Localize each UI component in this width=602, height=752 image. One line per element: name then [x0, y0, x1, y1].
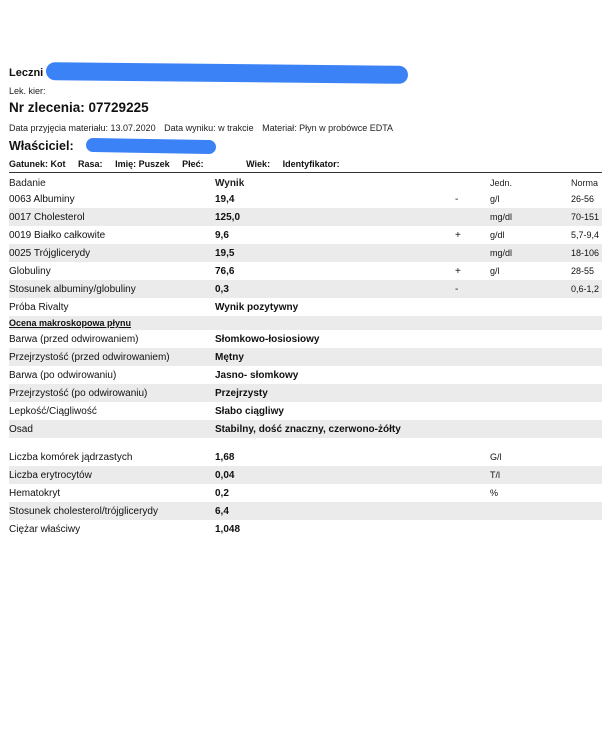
row-name: Barwa (po odwirowaniu) [9, 369, 117, 381]
row-value: 0,04 [215, 466, 455, 484]
clinic-label: Leczni [9, 67, 44, 79]
row-name: Globuliny [9, 265, 51, 277]
table-row [9, 190, 602, 208]
lek-kier-label: Lek. kier: [9, 86, 46, 96]
row-value: 6,4 [215, 502, 455, 520]
table-row [9, 208, 602, 226]
table-row [9, 484, 602, 502]
result-date: Data wyniku: w trakcie [164, 123, 254, 133]
row-name: 0063 Albuminy [9, 193, 75, 205]
animal-sex: Płeć: [182, 159, 204, 169]
table-row [9, 262, 602, 280]
row-unit [490, 502, 571, 520]
section-title-macro: Ocena makroskopowa płynu [9, 316, 602, 330]
row-name: Osad [9, 420, 215, 438]
row-value: 19,4 [215, 193, 235, 205]
row-name: Ciężar właściwy [9, 523, 81, 535]
column-header-norma: Norma [571, 178, 599, 188]
row-norm: 28-55 [571, 266, 595, 276]
row-flag: - [455, 193, 459, 205]
table-row [9, 402, 602, 420]
row-norm: 18-106 [571, 244, 602, 262]
table-row [9, 420, 602, 438]
row-name: Hematokryt [9, 487, 61, 499]
row-name: 0017 Cholesterol [9, 208, 215, 226]
row-flag: + [455, 229, 461, 241]
material-type: Materiał: Płyn w probówce EDTA [262, 123, 394, 133]
column-header-jedn: Jedn. [490, 178, 513, 188]
order-number-title: Nr zlecenia: 07729225 [9, 100, 149, 115]
row-flag [455, 208, 490, 226]
animal-age: Wiek: [246, 159, 271, 169]
results-table [9, 176, 602, 538]
column-header-wynik: Wynik [215, 177, 245, 189]
table-row [9, 384, 602, 402]
row-value: Słabo ciągliwy [215, 405, 284, 417]
row-name: Liczba komórek jądrzastych [9, 451, 133, 463]
column-header-flag [455, 176, 490, 190]
row-value: Wynik pozytywny [215, 301, 299, 313]
row-name: Stosunek albuminy/globuliny [9, 280, 215, 298]
row-name: Przejrzystość (po odwirowaniu) [9, 384, 215, 402]
row-flag: + [455, 265, 461, 277]
row-value: Mętny [215, 348, 455, 366]
row-unit: g/l [490, 194, 500, 204]
row-unit [490, 280, 571, 298]
row-norm: 26-56 [571, 194, 595, 204]
table-row [9, 330, 602, 348]
row-name: Liczba erytrocytów [9, 466, 215, 484]
row-unit: G/l [490, 452, 502, 462]
row-name: Próba Rivalty [9, 301, 69, 313]
row-unit: T/l [490, 466, 571, 484]
material-meta [9, 123, 399, 133]
table-row [9, 280, 602, 298]
row-unit: % [490, 488, 499, 498]
animal-name: Imię: Puszek [115, 159, 170, 169]
row-name: 0025 Trójglicerydy [9, 244, 215, 262]
table-row [9, 466, 602, 484]
animal-breed: Rasa: [78, 159, 103, 169]
row-value: 1,68 [215, 451, 235, 463]
row-name: Barwa (przed odwirowaniem) [9, 333, 139, 345]
redaction-scribble-owner [86, 138, 216, 154]
row-value: 9,6 [215, 229, 229, 241]
table-row [9, 366, 602, 384]
animal-id: Identyfikator: [282, 159, 340, 169]
row-name: Stosunek cholesterol/trójglicerydy [9, 502, 215, 520]
table-row [9, 520, 602, 538]
row-name: 0019 Białko całkowite [9, 229, 106, 241]
row-value: 1,048 [215, 523, 241, 535]
row-flag: - [455, 280, 490, 298]
row-flag [455, 244, 490, 262]
row-value: 76,6 [215, 265, 235, 277]
spacer-row [9, 438, 602, 448]
row-value: Stabilny, dość znaczny, czerwono-żółty [215, 420, 455, 438]
table-row [9, 502, 602, 520]
animal-species: Gatunek: Kot [9, 159, 66, 169]
column-header-badanie: Badanie [9, 177, 46, 189]
table-header-row [9, 176, 602, 190]
row-unit: g/dl [490, 230, 505, 240]
owner-label: Właściciel: [9, 139, 74, 153]
row-norm [571, 298, 602, 316]
table-row [9, 348, 602, 366]
row-norm: 70-151 [571, 208, 602, 226]
row-value: 0,2 [215, 487, 229, 499]
table-row [9, 298, 602, 316]
row-value: Przejrzysty [215, 384, 455, 402]
row-name: Lepkość/Ciągliwość [9, 405, 97, 417]
row-value: 125,0 [215, 208, 455, 226]
header-divider [9, 172, 602, 173]
row-unit [490, 520, 571, 538]
date-received: Data przyjęcia materiału: 13.07.2020 [9, 123, 156, 133]
row-unit: g/l [490, 266, 500, 276]
section-row [9, 316, 602, 330]
redaction-scribble-clinic [46, 62, 408, 84]
table-row [9, 448, 602, 466]
table-row [9, 226, 602, 244]
row-unit: mg/dl [490, 208, 571, 226]
row-value: Jasno- słomkowy [215, 369, 299, 381]
row-norm: 5,7-9,4 [571, 230, 600, 240]
row-value: Słomkowo-łosiosiowy [215, 333, 320, 345]
row-value: 0,3 [215, 280, 455, 298]
row-value: 19,5 [215, 244, 455, 262]
animal-info [9, 159, 340, 169]
row-unit: mg/dl [490, 244, 571, 262]
row-name: Przejrzystość (przed odwirowaniem) [9, 348, 215, 366]
row-flag [455, 298, 490, 316]
row-unit [490, 298, 571, 316]
table-row [9, 244, 602, 262]
row-norm: 0,6-1,2 [571, 280, 602, 298]
